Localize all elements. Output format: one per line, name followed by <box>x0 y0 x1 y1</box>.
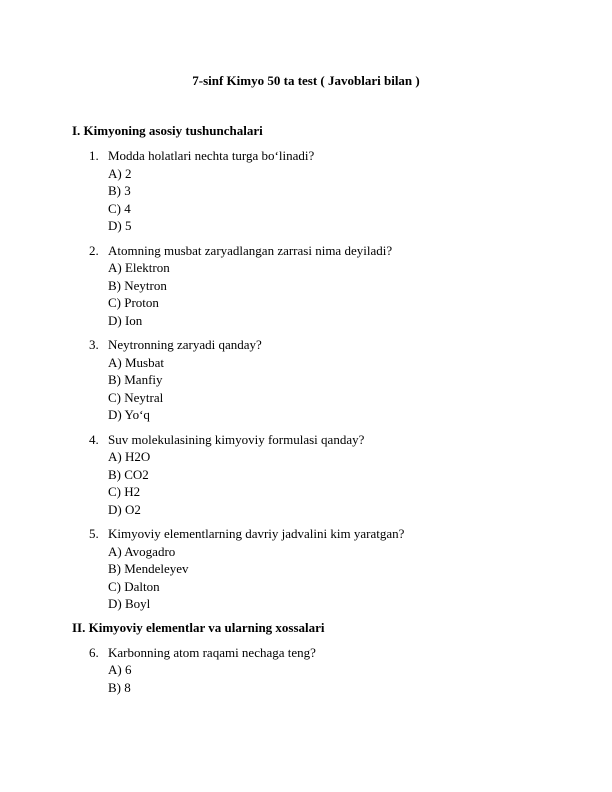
question-1 <box>72 147 542 235</box>
answer-option-a: A) 6 <box>108 662 132 677</box>
answer-option-a: A) Musbat <box>108 354 164 370</box>
answer-option-b: B) Mendeleyev <box>108 561 189 576</box>
question-text: Atomning musbat zaryadlangan zarrasi nima deyiladi? <box>108 242 393 258</box>
answer-option-d: D) Ion <box>108 312 143 328</box>
answer-option-b: B) Manfiy <box>108 372 163 387</box>
answer-option-a: A) Elektron <box>108 260 170 275</box>
answer-option-d: D) Boyl <box>108 596 151 611</box>
answer-option-c: C) Neytral <box>108 389 164 405</box>
answer-option-c: C) 4 <box>108 200 131 216</box>
question-6 <box>72 644 542 697</box>
answer-option-a: A) Avogadro <box>108 543 176 559</box>
question-text: Suv molekulasining kimyoviy formulasi qanday? <box>108 431 365 447</box>
question-4 <box>72 431 542 519</box>
answer-option-b: B) Neytron <box>108 277 167 293</box>
question-text: Neytronning zaryadi qanday? <box>108 337 262 352</box>
question-number: 6. <box>89 644 99 660</box>
question-number: 5. <box>89 526 99 541</box>
answer-option-b: B) 3 <box>108 183 131 198</box>
section-heading: I. Kimyoning asosiy tushunchalari <box>72 123 263 138</box>
answer-option-d: D) 5 <box>108 218 132 233</box>
question-5 <box>72 525 542 613</box>
section-heading: II. Kimyoviy elementlar va ularning xossalari <box>72 619 325 635</box>
section-basic-concepts <box>72 123 542 613</box>
answer-option-d: D) Yo‘q <box>108 407 150 422</box>
answer-option-c: C) H2 <box>108 484 141 499</box>
question-number: 4. <box>89 431 99 447</box>
section-elements-properties <box>72 620 542 697</box>
question-number: 1. <box>89 148 99 163</box>
answer-option-a: A) H2O <box>108 449 151 464</box>
document-body <box>72 123 542 703</box>
question-number: 3. <box>89 337 99 352</box>
answer-option-b: B) CO2 <box>108 466 149 482</box>
answer-option-a: A) 2 <box>108 165 132 181</box>
question-3 <box>72 336 542 424</box>
question-2 <box>72 242 542 330</box>
question-number: 2. <box>89 242 99 258</box>
answer-option-c: C) Dalton <box>108 578 160 594</box>
answer-option-c: C) Proton <box>108 295 159 310</box>
answer-option-b: B) 8 <box>108 679 131 695</box>
question-text: Modda holatlari nechta turga bo‘linadi? <box>108 148 315 163</box>
question-text: Karbonning atom raqami nechaga teng? <box>108 644 316 660</box>
answer-option-d: D) O2 <box>108 501 141 517</box>
document-title: 7-sinf Kimyo 50 ta test ( Javoblari bilan ) <box>192 73 420 88</box>
question-text: Kimyoviy elementlarning davriy jadvalini kim yaratgan? <box>108 526 405 541</box>
